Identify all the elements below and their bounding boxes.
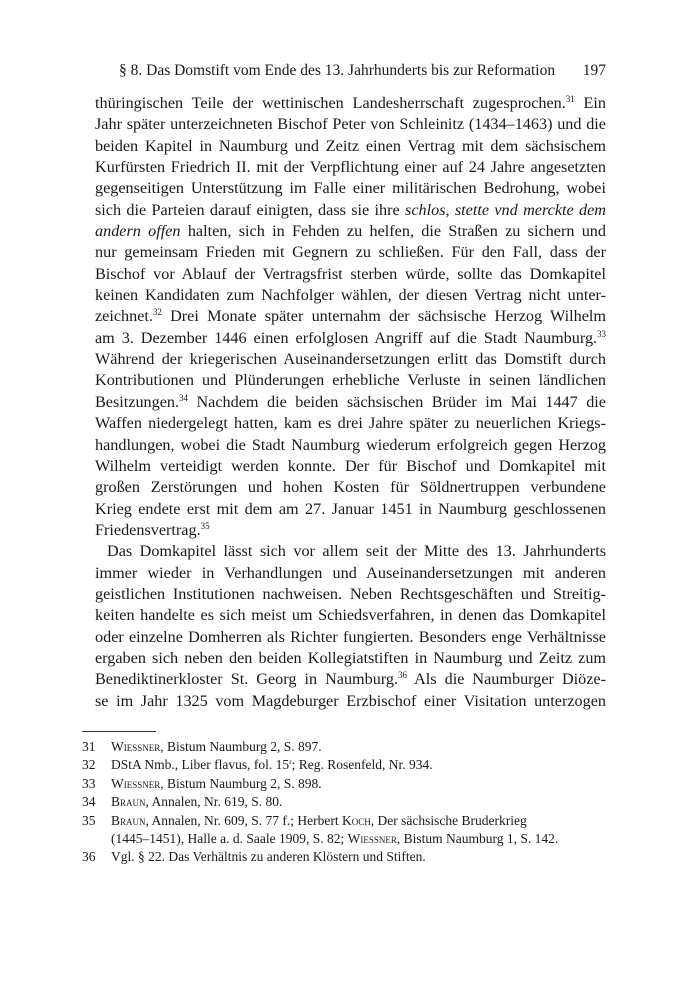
line-text: immer wieder in Verhandlungen und Auseinandersetzungen mit anderen <box>95 563 606 582</box>
footnote-line-text: Vgl. § 22. Das Verhältnis zu anderen Klöstern und Stiften. <box>111 849 426 865</box>
text-line <box>95 306 606 327</box>
text-line <box>95 200 606 221</box>
footnote-text <box>111 812 606 849</box>
line-text: am 3. Dezember 1446 einen erfolglosen Angriff auf die Stadt Naumburg. <box>95 328 598 347</box>
line-text: Besitzungen. <box>95 392 180 411</box>
author-name: Koch <box>341 812 371 828</box>
footnote <box>82 775 606 793</box>
footnote <box>82 738 606 756</box>
footnote-ref: 33 <box>597 329 606 339</box>
text-line <box>95 178 606 199</box>
footnote-line <box>111 848 606 866</box>
footnote-line <box>111 812 606 830</box>
line-text: handlungen, wobei die Stadt Naumburg wiederum erfolgreich gegen Herzog <box>95 435 606 454</box>
author-name: Wießner <box>347 831 397 847</box>
text-line <box>95 349 606 370</box>
line-text: halten, sich in Fehden zu helfen, die Straßen zu sichern und <box>180 222 606 241</box>
text-line <box>95 328 606 349</box>
footnote-text <box>111 848 606 866</box>
footnote-line-text: , Der sächsische Bruderkrieg <box>370 812 527 828</box>
line-text: se im Jahr 1325 vom Magdeburger Erzbischof einer Visitation unterzogen <box>95 691 606 710</box>
line-text: zeichnet. <box>95 307 153 326</box>
footnote-number: 34 <box>82 794 96 810</box>
running-title: § 8. Das Domstift vom Ende des 13. Jahrhunderts bis zur Reformation <box>119 62 556 79</box>
line-text: Als die Naumburger Diöze- <box>406 670 606 689</box>
line-text: nur gemeinsam Frieden mit Gegnern zu schließen. Für den Fall, dass der <box>95 243 606 262</box>
footnote-number: 35 <box>82 812 96 828</box>
line-text: großen Zerstörungen und hohen Kosten für Söldnertruppen verbundene <box>95 478 606 497</box>
line-text: beiden Kapitel in Naumburg und Zeitz einen Vertrag mit dem sächsischem <box>95 136 606 155</box>
footnote-number: 33 <box>82 775 96 791</box>
text-line <box>95 669 606 690</box>
footnote-line-text: , Bistum Naumburg 1, S. 142. <box>396 831 559 847</box>
author-name: Wießner <box>111 739 161 754</box>
line-text: Drei Monate später unternahm der sächsische Herzog Wilhelm <box>161 307 606 326</box>
text-line <box>95 520 606 541</box>
footnote-line-text: , Bistum Naumburg 2, S. 897. <box>160 739 322 754</box>
text-line <box>95 648 606 669</box>
line-text: oder einzelne Domherren als Richter fungierten. Besonders enge Verhältnisse <box>95 627 606 646</box>
footnote-ref: 31 <box>565 94 575 105</box>
footnote <box>82 793 606 811</box>
line-text: Friedensvertrag. <box>95 520 201 539</box>
footnote-line <box>111 756 606 774</box>
italic-quote: schlos, stette vnd merckte dem <box>405 200 606 219</box>
line-text: Ein <box>574 94 606 112</box>
footnote-line <box>111 775 606 793</box>
text-line <box>95 370 606 391</box>
line-text: geistlichen Institutionen nachweisen. Neben Rechtsgeschäften und Streitig- <box>95 584 606 603</box>
footnote-line-text: , Annalen, Nr. 609, S. 77 f.; Herbert <box>145 812 342 828</box>
line-text: Jahr später unterzeichneten Bischof Peter von Schleinitz (1434–1463) und die <box>95 115 606 134</box>
line-text: Kontributionen und Plünderungen erhebliche Verluste in seinen ländlichen <box>95 371 606 390</box>
folio-superscript: r <box>289 757 292 767</box>
text-line <box>95 627 606 648</box>
text-line <box>95 221 606 242</box>
text-line <box>95 136 606 157</box>
footnote <box>82 848 606 866</box>
text-line <box>95 114 606 135</box>
footnote-text <box>111 756 606 774</box>
footnote-line <box>111 738 606 756</box>
line-text: Kurfürsten Friedrich II. mit der Verpflichtung einer auf 24 Jahre angesetzten <box>95 158 606 177</box>
footnote-number: 32 <box>82 757 96 773</box>
line-text: Nachdem die beiden sächsischen Brüder im Mai 1447 die <box>187 392 606 411</box>
text-line <box>95 584 606 605</box>
footnote-line-text: , Bistum Naumburg 2, S. 898. <box>160 775 322 791</box>
footnote-text <box>111 793 606 811</box>
text-line <box>95 499 606 520</box>
line-text: gegenseitigen Unterstützung im Falle einer militärischen Bedrohung, wobei <box>95 179 606 198</box>
footnote-separator <box>82 731 156 732</box>
line-text: Bischof vor Ablauf der Vertragsfrist sterben würde, sollte das Domkapitel <box>95 264 606 283</box>
footnote-text <box>111 738 606 756</box>
line-text: Das Domkapitel lässt sich vor allem seit der Mitte des 13. Jahrhunderts <box>107 542 606 561</box>
footnote-ref: 35 <box>200 521 210 532</box>
footnotes <box>82 738 606 867</box>
text-line <box>95 691 606 712</box>
line-text: Krieg endete erst mit dem am 27. Januar 1451 in Naumburg geschlossenen <box>95 499 606 518</box>
footnote-line-text: , Annalen, Nr. 619, S. 80. <box>145 794 283 810</box>
footnote-number: 31 <box>82 739 96 754</box>
text-line <box>95 563 606 584</box>
text-line <box>95 477 606 498</box>
line-text: Waffen niedergelegt hatten, kam es drei Jahre später zu neuerlichen Kriegs- <box>95 414 606 433</box>
line-text: thüringischen Teile der wettinischen Landesherrschaft zugesprochen. <box>95 94 566 112</box>
line-text: keiten handelte es sich meist um Schiedsverfahren, in denen das Domkapitel <box>95 606 606 625</box>
author-name: Wießner <box>111 775 161 791</box>
text-line <box>95 264 606 285</box>
footnote-number: 36 <box>82 849 96 865</box>
text-line <box>95 605 606 626</box>
line-text: ergaben sich neben den beiden Kollegiatstiften in Naumburg und Zeitz zum <box>95 648 606 667</box>
line-text: sich die Parteien darauf einigten, dass sie ihre <box>95 200 406 219</box>
italic-quote: andern offen <box>95 222 181 241</box>
text-line <box>95 392 606 413</box>
page-number: 197 <box>582 62 606 79</box>
running-header <box>95 58 606 84</box>
text-line <box>95 456 606 477</box>
footnote-ref: 32 <box>152 307 162 318</box>
text-line <box>95 413 606 434</box>
text-line <box>95 435 606 456</box>
line-text: Wilhelm verteidigt werden konnte. Der für Bischof und Domkapitel mit <box>95 456 606 475</box>
footnote-line-text: DStA Nmb., Liber flavus, fol. 15 <box>111 757 290 773</box>
author-name: Braun <box>111 812 146 828</box>
text-line <box>95 157 606 178</box>
footnote <box>82 812 606 849</box>
footnote-line-text: (1445–1451), Halle a. d. Saale 1909, S. 82; <box>111 831 348 847</box>
line-text: keinen Kandidaten zum Nachfolger wählen, der diesen Vertrag nicht unter- <box>95 286 606 305</box>
footnote-line <box>111 793 606 811</box>
footnote-line <box>111 830 606 848</box>
line-text: Während der kriegerischen Auseinandersetzungen erlitt das Domstift durch <box>95 350 606 369</box>
text-line <box>95 93 606 114</box>
text-line <box>95 541 606 562</box>
footnote-ref: 34 <box>179 393 188 404</box>
text-line <box>95 242 606 263</box>
footnote-text <box>111 775 606 793</box>
footnote-ref: 36 <box>398 670 407 681</box>
line-text: Benediktinerkloster St. Georg in Naumburg. <box>95 670 399 689</box>
footnote-line-text: ; Reg. Rosenfeld, Nr. 934. <box>291 757 433 773</box>
footnote <box>82 756 606 774</box>
author-name: Braun <box>111 794 146 810</box>
text-line <box>95 285 606 306</box>
main-text <box>95 93 606 712</box>
